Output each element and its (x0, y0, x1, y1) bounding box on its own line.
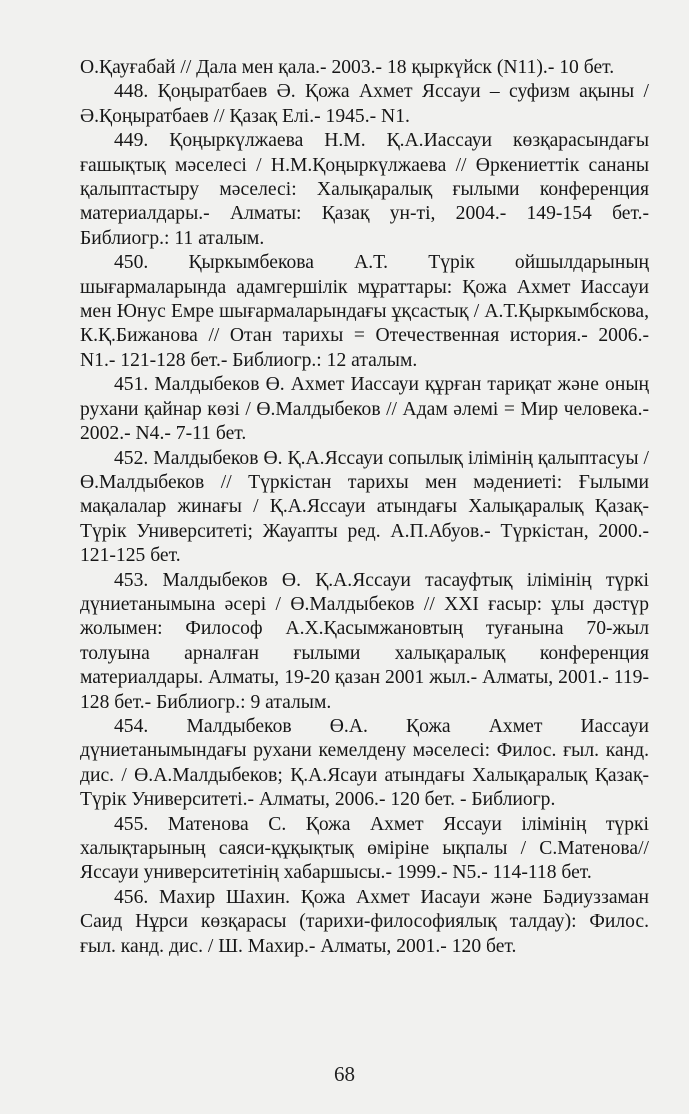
entry-451: 451. Малдыбеков Ө. Ахмет Иассауи құрған тариқат және оның рухани қайнар көзі / Ө.Малдыбеков // Адам әлемі = Мир человека.- 2002.- N4.- 7-11 бет. (80, 374, 649, 445)
entry-449: 449. Қоңыркүлжаева Н.М. Қ.А.Иассауи көзқарасындағы ғашықтық мәселесі / Н.М.Қоңыркүлжаева // Өркениеттік сананы қалыптастыру мәселесі: Халықаралық ғылыми конференция материалдары.- Алматы: Қазақ ун-ті, 2004.- 149-154 бет.- Библиогр.: 11 аталым. (80, 130, 649, 249)
entry-453: 453. Малдыбеков Ө. Қ.А.Яссауи тасауфтық ілімінің түркі дүниетанымына әсері / Ө.Малдыбеков // XXI ғасыр: ұлы дәстүр жолымен: Философ А.Х.Қасымжановтың туғанына 70-жыл толуына арналған ғылыми халықаралық конференция материалдары. Алматы, 19-20 қазан 2001 жыл.- Алматы, 2001.- 119-128 бет.- Библиогр.: 9 аталым. (80, 569, 649, 713)
entry-456: 456. Махир Шахин. Қожа Ахмет Иасауи және Бәдиуззаман Саид Нұрси көзқарасы (тарихи-философиялық талдау): Филос. ғыл. канд. дис. / Ш. Махир.- Алматы, 2001.- 120 бет. (80, 886, 649, 957)
bibliography-list (80, 56, 649, 959)
entry-454: 454. Малдыбеков Ө.А. Қожа Ахмет Иассауи дүниетанымындағы рухани кемелдену мәселесі: Филос. ғыл. канд. дис. / Ө.А.Малдыбеков; Қ.А.Ясауи атындағы Халықаралық Қазақ-Түрік Университеті.- Алматы, 2006.- 120 бет. - Библиогр. (80, 715, 649, 811)
entry-448: 448. Қоңыратбаев Ә. Қожа Ахмет Яссауи – суфизм ақыны / Ә.Қоңыратбаев // Қазақ Елі.- 1945.- N1. (80, 81, 649, 127)
entry-455: 455. Матенова С. Қожа Ахмет Яссауи ілімінің түркі халықтарының саяси-құқықтық өміріне ықпалы / С.Матенова// Яссауи университетінің хабаршысы.- 1999.- N5.- 114-118 бет. (80, 813, 649, 884)
entry-450: 450. Қыркымбекова А.Т. Түрік ойшылдарының шығармаларында адамгершілік мұраттары: Қожа Ахмет Иассауи мен Юнус Емре шығармаларындағы ұқсастық / А.Т.Қыркымбскова, К.Қ.Бижанова // Отан тарихы = Отечественная история.- 2006.- N1.- 121-128 бет.- Библиогр.: 12 аталым. (80, 252, 649, 371)
page-number: 68 (334, 1062, 355, 1086)
entry-452: 452. Малдыбеков Ө. Қ.А.Яссауи сопылық ілімінің қалыптасуы / Ө.Малдыбеков // Түркістан тарихы мен мәдениеті: Ғылыми мақалалар жинағы / Қ.А.Яссауи атындағы Халықаралық Қазақ-Түрік Университеті; Жауапты ред. А.П.Абуов.- Түркістан, 2000.- 121-125 бет. (80, 447, 649, 567)
entry-447-continuation: О.Қауғабай // Дала мен қала.- 2003.- 18 қыркүйск (N11).- 10 бет. (80, 57, 615, 78)
